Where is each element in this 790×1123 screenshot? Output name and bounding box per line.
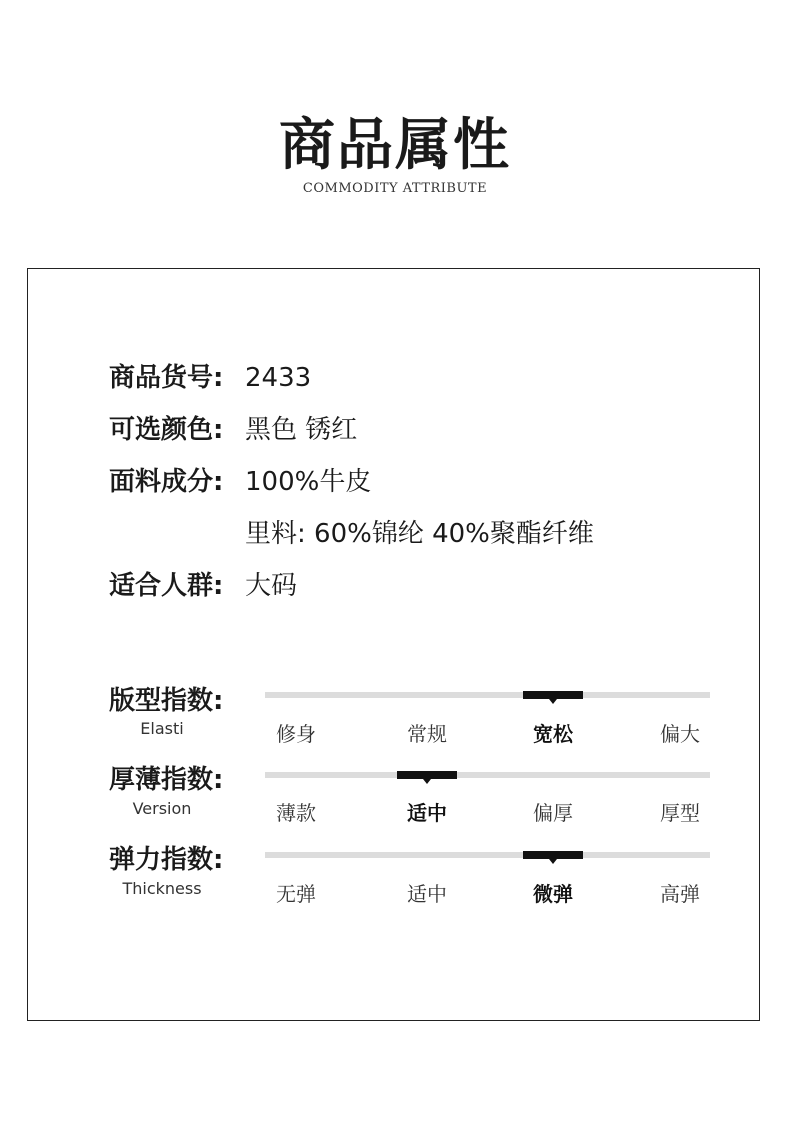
elasticity-option-selected: 微弹 — [533, 882, 573, 906]
thickness-index-marker — [397, 771, 457, 779]
attr-value: 里料: 60%锦纶 40%聚酯纤维 — [245, 519, 594, 549]
page-subtitle: COMMODITY ATTRIBUTE — [302, 181, 488, 196]
thickness-index-sublabel: Version — [132, 799, 192, 818]
elasticity-index-track — [265, 852, 710, 858]
attr-label: 适合人群: — [109, 571, 224, 601]
attr-value: 大码 — [245, 571, 298, 601]
page-title: 商品属性 — [279, 113, 511, 178]
thickness-option: 厚型 — [660, 801, 700, 825]
fit-index-sublabel: Elasti — [140, 719, 184, 738]
elasticity-option: 无弹 — [276, 882, 316, 906]
elasticity-option: 高弹 — [660, 882, 700, 906]
thickness-option: 薄款 — [276, 801, 316, 825]
attr-value: 2433 — [245, 363, 312, 393]
elasticity-index-sublabel: Thickness — [122, 879, 202, 898]
elasticity-option: 适中 — [407, 882, 447, 906]
fit-option-selected: 宽松 — [533, 722, 573, 746]
attr-label: 面料成分: — [109, 467, 224, 497]
thickness-option: 偏厚 — [533, 801, 573, 825]
thickness-index-label: 厚薄指数: — [109, 765, 224, 795]
fit-option: 修身 — [276, 722, 316, 746]
thickness-option-selected: 适中 — [407, 801, 447, 825]
fit-index-label: 版型指数: — [109, 686, 224, 716]
elasticity-index-label: 弹力指数: — [109, 845, 224, 875]
fit-index-track — [265, 692, 710, 698]
fit-option: 偏大 — [660, 722, 700, 746]
elasticity-index-marker — [523, 851, 583, 859]
attr-label: 商品货号: — [109, 363, 224, 393]
fit-option: 常规 — [407, 722, 447, 746]
attr-label: 可选颜色: — [109, 415, 224, 445]
fit-index-marker — [523, 691, 583, 699]
thickness-index-track — [265, 772, 710, 778]
attr-value: 100%牛皮 — [245, 467, 372, 497]
attr-value: 黑色 锈红 — [245, 415, 358, 445]
